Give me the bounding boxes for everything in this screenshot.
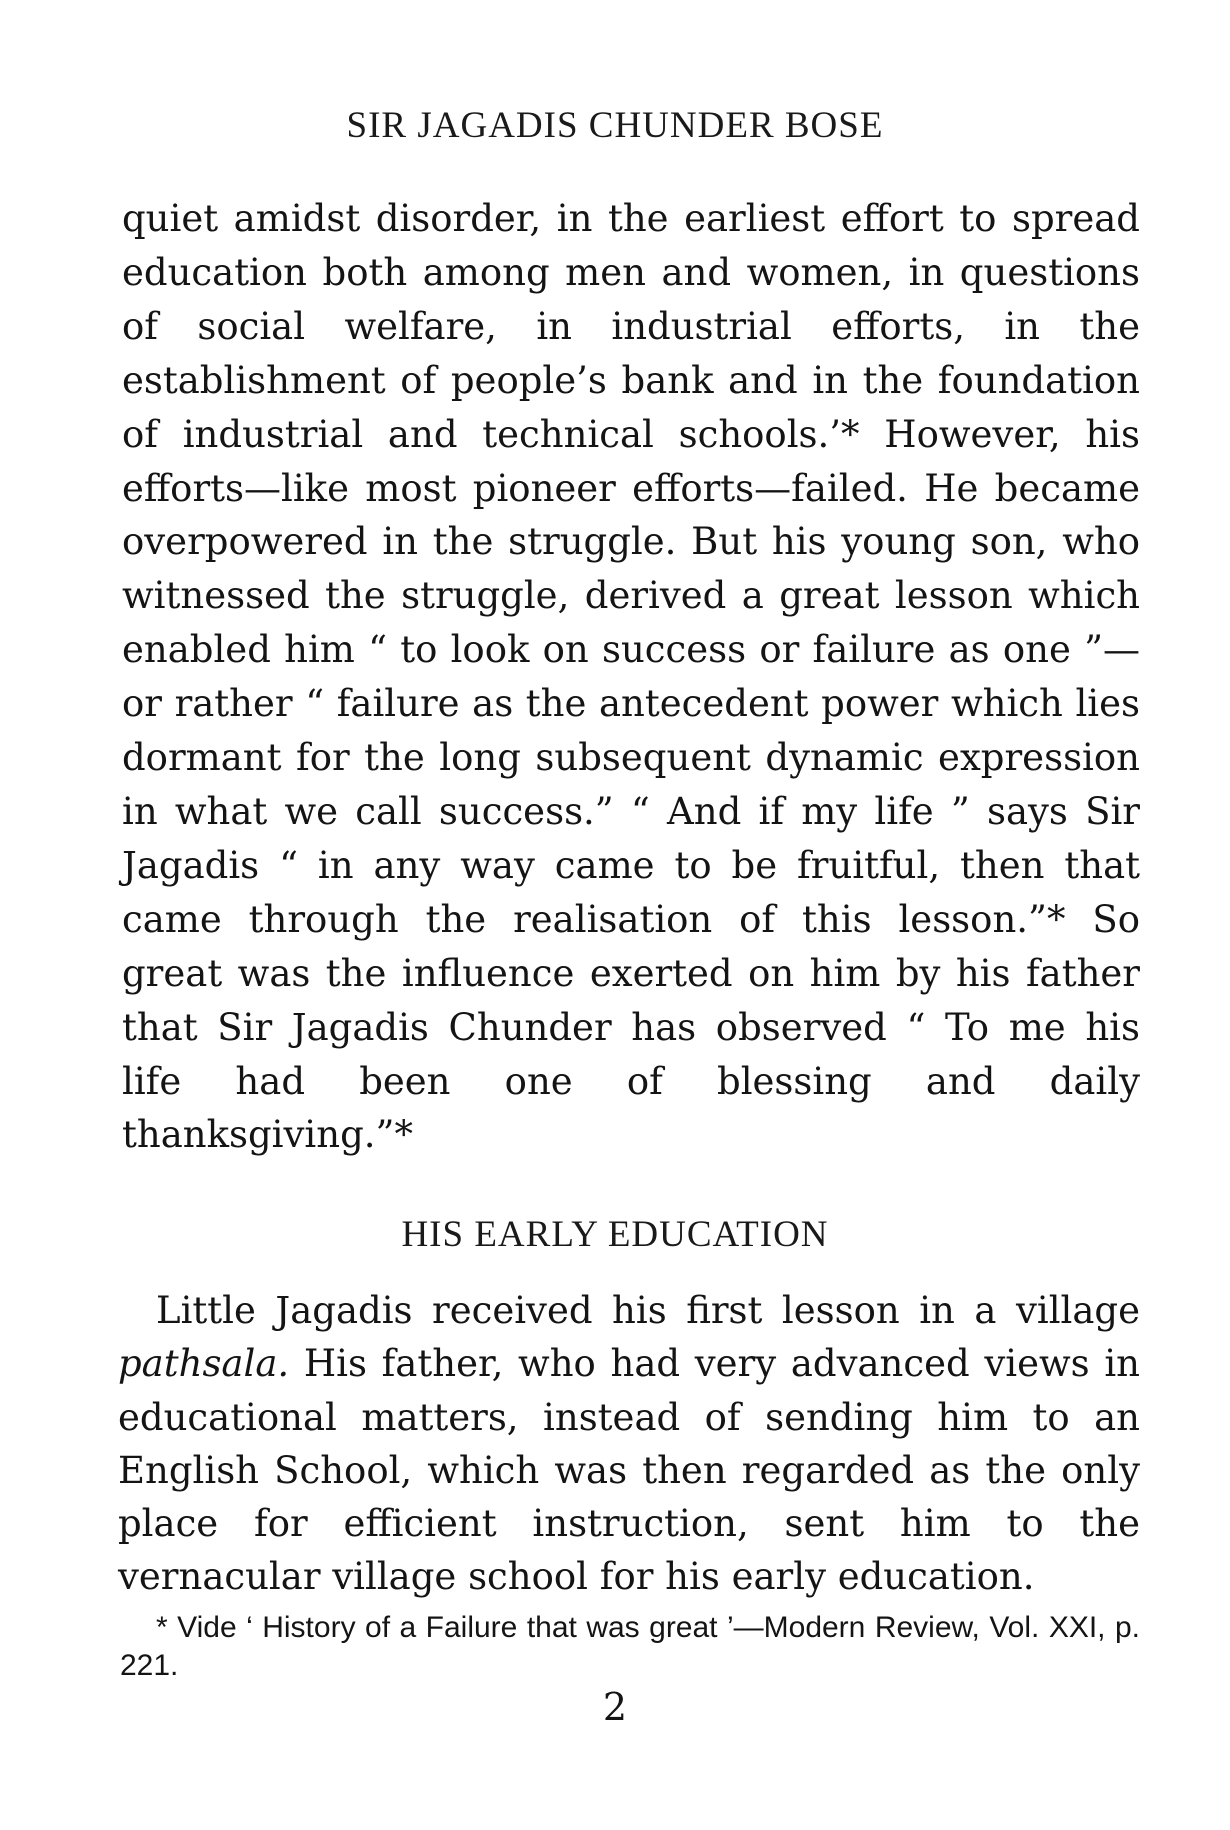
section-paragraph <box>118 1284 1140 1604</box>
section-paragraph-italic-word: pathsala. <box>118 1342 290 1386</box>
page-number: 2 <box>602 1685 628 1729</box>
body-paragraph: quiet amidst disorder, in the earliest effort to spread education both among men and women, in questions of social welfare, in industrial efforts, in the establishment of people’s bank and in the foundation of industrial and technical schools.’* However, his efforts—like most pioneer efforts—failed. He became overpowered in the struggle. But his young son, who witnessed the struggle, derived a great lesson which enabled him “ to look on success or failure as one ”—or rather “ failure as the antecedent power which lies dormant for the long subsequent dynamic expression in what we call success.” “ And if my life ” says Sir Jagadis “ in any way came to be fruitful, then that came through the realisation of this lesson.”* So great was the influence exerted on him by his father that Sir Jagadis Chunder has observed “ To me his life had been one of blessing and daily thanksgiving.”* <box>122 197 1140 1157</box>
section-heading: HIS EARLY EDUCATION <box>401 1214 829 1255</box>
footnote: * Vide ‘ History of a Failure that was great ’—Modern Review, Vol. XXI, p. 221. <box>120 1611 1140 1682</box>
section-paragraph-lead: Little Jagadis received his first lesson in a village <box>156 1289 1140 1332</box>
running-head: SIR JAGADIS CHUNDER BOSE <box>346 105 884 146</box>
section-paragraph-rest: His father, who had very advanced views in educational matters, instead of sending him to an English School, which was then regarded as the only place for efficient instruction, sent him to the vernacular village school for his early education. <box>118 1342 1140 1599</box>
